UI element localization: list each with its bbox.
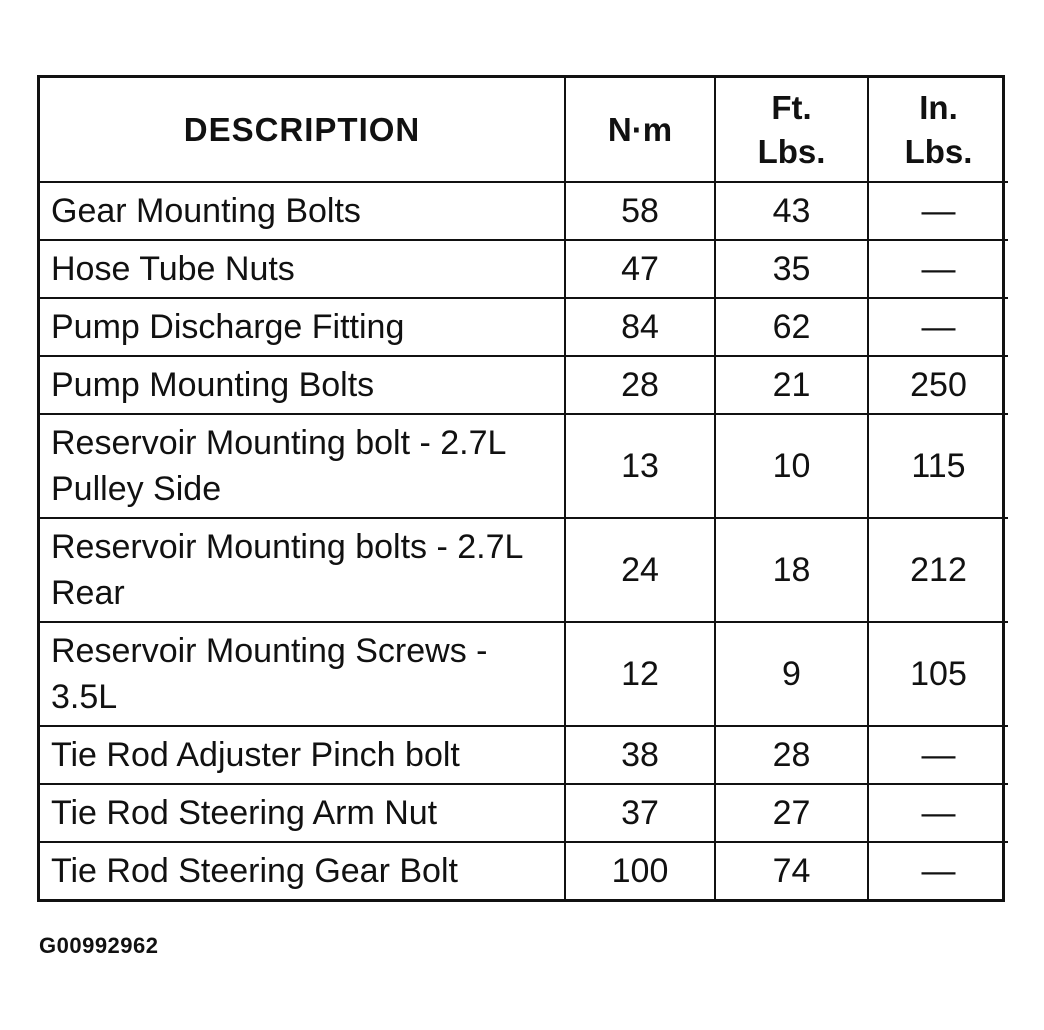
table-row <box>40 622 1008 726</box>
cell-in-lbs: — <box>868 842 1008 899</box>
cell-description: Reservoir Mounting Screws - 3.5L <box>40 622 565 726</box>
column-header-in-line1: In. <box>919 88 958 126</box>
torque-table <box>40 78 1008 899</box>
cell-description: Tie Rod Adjuster Pinch bolt <box>40 726 565 784</box>
cell-description: Gear Mounting Bolts <box>40 182 565 240</box>
cell-ft-lbs: 62 <box>715 298 868 356</box>
cell-ft-lbs: 27 <box>715 784 868 842</box>
cell-ft-lbs: 18 <box>715 518 868 622</box>
cell-nm: 38 <box>565 726 715 784</box>
cell-description: Hose Tube Nuts <box>40 240 565 298</box>
cell-ft-lbs: 10 <box>715 414 868 518</box>
column-header-nm <box>565 78 715 182</box>
cell-description: Tie Rod Steering Arm Nut <box>40 784 565 842</box>
cell-in-lbs: 212 <box>868 518 1008 622</box>
table-row <box>40 298 1008 356</box>
cell-ft-lbs: 28 <box>715 726 868 784</box>
cell-in-lbs: — <box>868 784 1008 842</box>
cell-nm: 84 <box>565 298 715 356</box>
cell-nm: 28 <box>565 356 715 414</box>
cell-in-lbs: 105 <box>868 622 1008 726</box>
cell-nm: 24 <box>565 518 715 622</box>
table-row <box>40 182 1008 240</box>
table-row <box>40 784 1008 842</box>
table-row <box>40 842 1008 899</box>
cell-nm: 58 <box>565 182 715 240</box>
cell-description: Pump Discharge Fitting <box>40 298 565 356</box>
cell-description: Reservoir Mounting bolt - 2.7L Pulley Side <box>40 414 565 518</box>
cell-in-lbs: — <box>868 182 1008 240</box>
cell-in-lbs: 115 <box>868 414 1008 518</box>
cell-ft-lbs: 74 <box>715 842 868 899</box>
cell-nm: 47 <box>565 240 715 298</box>
cell-description: Reservoir Mounting bolts - 2.7L Rear <box>40 518 565 622</box>
table-row <box>40 414 1008 518</box>
cell-nm: 13 <box>565 414 715 518</box>
column-header-ft-lbs <box>715 78 868 182</box>
column-header-description <box>40 78 565 182</box>
cell-ft-lbs: 35 <box>715 240 868 298</box>
cell-ft-lbs: 9 <box>715 622 868 726</box>
table-row <box>40 356 1008 414</box>
table-row <box>40 518 1008 622</box>
table-row <box>40 240 1008 298</box>
cell-in-lbs: — <box>868 240 1008 298</box>
column-header-in-lbs <box>868 78 1008 182</box>
cell-nm: 100 <box>565 842 715 899</box>
table-header-row <box>40 78 1008 182</box>
cell-description: Tie Rod Steering Gear Bolt <box>40 842 565 899</box>
cell-in-lbs: — <box>868 298 1008 356</box>
torque-spec-table <box>37 75 1005 902</box>
table-row <box>40 726 1008 784</box>
cell-description: Pump Mounting Bolts <box>40 356 565 414</box>
figure-id: G00992962 <box>39 933 159 958</box>
column-header-ft-line2: Lbs. <box>757 132 826 170</box>
cell-in-lbs: 250 <box>868 356 1008 414</box>
cell-nm: 12 <box>565 622 715 726</box>
cell-ft-lbs: 43 <box>715 182 868 240</box>
cell-ft-lbs: 21 <box>715 356 868 414</box>
column-header-in-line2: Lbs. <box>904 132 973 170</box>
column-header-description-label: DESCRIPTION <box>183 110 421 148</box>
column-header-ft-line1: Ft. <box>771 88 812 126</box>
cell-nm: 37 <box>565 784 715 842</box>
cell-in-lbs: — <box>868 726 1008 784</box>
column-header-nm-label: N·m <box>607 110 673 148</box>
